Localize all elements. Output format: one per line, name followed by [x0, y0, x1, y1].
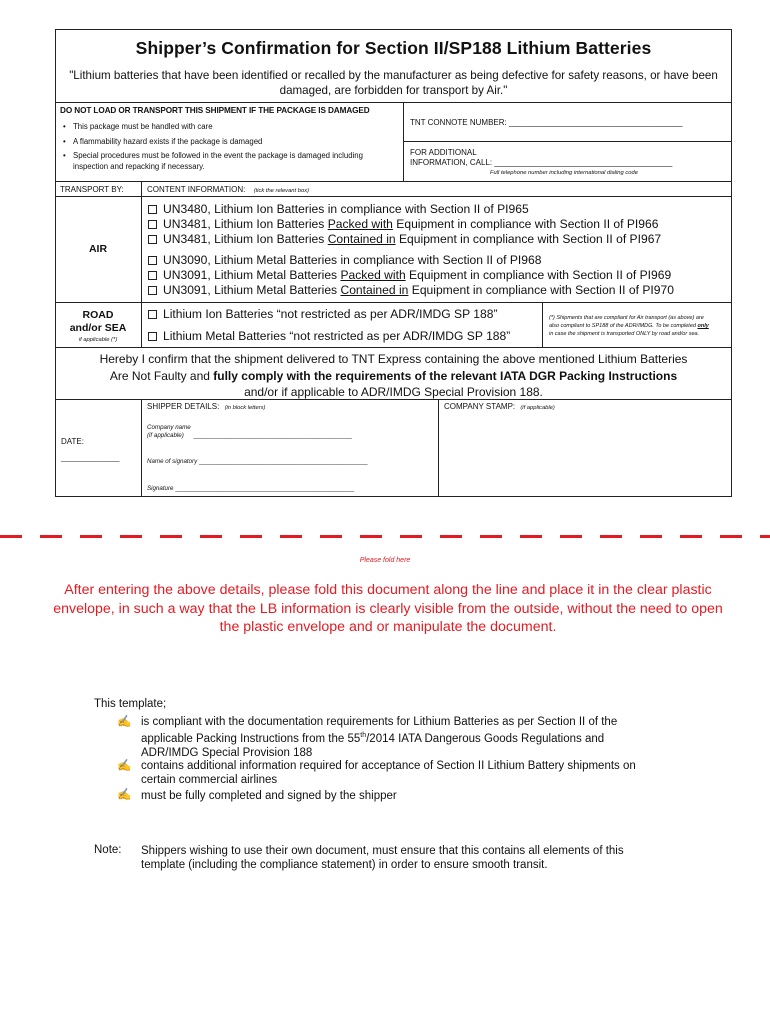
bullet-line: ADR/IMDG Special Provision 188	[141, 746, 313, 759]
shipper-details-label: SHIPPER DETAILS:	[147, 402, 220, 411]
air-option[interactable]	[148, 217, 658, 231]
bullet-text: applicable Packing Instructions from the 55	[141, 732, 361, 745]
ordinal-suffix: th	[360, 732, 367, 739]
writing-hand-icon: ✍	[117, 760, 132, 772]
road-option-text: Lithium Metal Batteries “not restricted as per ADR/IMDG SP 188”	[163, 329, 511, 343]
signature-line[interactable]: ____________________________________________________	[175, 485, 355, 492]
checkbox[interactable]	[148, 235, 157, 244]
date-label: DATE:	[61, 437, 84, 446]
shipper-details-header	[147, 402, 265, 411]
additional-info-label-2: INFORMATION, CALL:	[410, 158, 493, 167]
content-info-header	[147, 185, 309, 194]
road-note-text: also compliant to SP188 of the ADR/IMDG. To be completed	[549, 323, 698, 329]
fold-instruction: After entering the above details, please fold this document along the line and place it in the clear plastic envelope, in such a way that the LB information is clearly visible from the outside, without the need to open the plastic envelope and or manipulate the document.	[53, 582, 723, 635]
writing-hand-icon: ✍	[117, 789, 132, 801]
note-text	[141, 844, 701, 872]
checkbox[interactable]	[148, 205, 157, 214]
signatory-line[interactable]: _________________________________________________	[198, 458, 368, 465]
fold-line	[0, 535, 770, 538]
road-note-line	[549, 322, 709, 330]
confirmation-statement	[55, 351, 732, 401]
note-line: Shippers wishing to use their own document, must ensure that this contains all elements of this	[141, 845, 624, 857]
road-label: ROAD	[82, 309, 114, 321]
tnt-connote-label: TNT CONNOTE NUMBER:	[410, 118, 507, 127]
divider	[141, 399, 142, 497]
air-option-text: Equipment in compliance with Section II of PI967	[395, 232, 662, 246]
divider	[55, 102, 732, 103]
divider	[141, 181, 142, 347]
sea-label: and/or SEA	[69, 322, 127, 334]
air-option[interactable]	[148, 283, 674, 297]
shipper-hint: (in block letters)	[224, 405, 266, 411]
warning-heading: DO NOT LOAD OR TRANSPORT THIS SHIPMENT IF THE PACKAGE IS DAMAGED	[60, 106, 370, 115]
phone-line[interactable]: ________________________________________	[494, 158, 673, 167]
company-stamp-area[interactable]	[440, 414, 730, 496]
air-option-text: UN3091, Lithium Metal Batteries	[163, 283, 341, 297]
company-name-label-2: (if applicable)	[147, 432, 184, 439]
warning-item: • Special procedures must be followed in the event the package is damaged including inspection and repacking if necessary.	[60, 151, 400, 172]
air-option-text: UN3090, Lithium Metal Batteries in compliance with Section II of PI968	[163, 253, 542, 267]
bullet-line	[141, 729, 701, 746]
warning-item: • This package must be handled with care	[60, 122, 400, 133]
road-option-text: Lithium Ion Batteries “not restricted as per ADR/IMDG SP 188”	[163, 307, 498, 321]
checkbox[interactable]	[148, 271, 157, 280]
signatory-field[interactable]	[147, 458, 368, 465]
road-note-line: (*) Shipments that are compliant for Air transport (as above) are	[549, 315, 704, 321]
checkbox[interactable]	[148, 310, 157, 319]
template-bullet-3: must be fully completed and signed by the shipper	[141, 790, 397, 802]
air-option-emphasis: Packed with	[327, 217, 393, 231]
template-intro: This template;	[94, 698, 167, 710]
checkbox[interactable]	[148, 256, 157, 265]
divider	[55, 196, 732, 197]
divider	[55, 347, 732, 348]
stamp-hint: (if applicable)	[520, 405, 555, 411]
company-name-line[interactable]: ______________________________________________	[193, 432, 352, 439]
air-option-emphasis: Contained in	[340, 283, 409, 297]
confirm-line-3: and/or if applicable to ADR/IMDG Special Provision 188.	[244, 385, 543, 399]
divider	[55, 302, 732, 303]
air-option-text: Equipment in compliance with Section II of PI970	[408, 283, 674, 297]
bullet-text: /2014 IATA Dangerous Goods Regulations and	[366, 732, 605, 745]
warning-list	[60, 122, 400, 176]
air-option-text: UN3091, Lithium Metal Batteries	[163, 268, 341, 282]
note-line: template (including the compliance statement) in order to ensure smooth transit.	[141, 859, 548, 871]
air-option[interactable]	[148, 202, 529, 216]
air-option[interactable]	[148, 232, 661, 246]
air-option-emphasis: Contained in	[327, 232, 396, 246]
road-note-emphasis: only	[697, 323, 709, 329]
warning-item: • A flammability hazard exists if the package is damaged	[60, 137, 400, 148]
divider	[403, 141, 732, 142]
transport-by-label: TRANSPORT BY:	[60, 185, 124, 194]
writing-hand-icon: ✍	[117, 716, 132, 728]
air-option[interactable]	[148, 268, 671, 282]
form-title: Shipper’s Confirmation for Section II/SP188 Lithium Batteries	[135, 38, 652, 58]
tnt-connote-line[interactable]: _______________________________________	[508, 118, 683, 127]
company-name-label-1: Company name	[147, 424, 191, 431]
checkbox[interactable]	[148, 286, 157, 295]
template-bullet-2	[141, 759, 701, 787]
bullet-line: is compliant with the documentation requirements for Lithium Batteries as per Section II of the	[141, 716, 618, 728]
divider	[542, 302, 543, 347]
divider	[55, 181, 732, 182]
bullet-line: contains additional information required for acceptance of Section II Lithium Battery shipments on	[141, 760, 636, 772]
checkbox[interactable]	[148, 332, 157, 341]
confirm-bold: fully comply with the requirements of the relevant IATA DGR Packing Instructions	[213, 368, 678, 383]
road-option-li-metal[interactable]	[148, 329, 510, 343]
content-info-label: CONTENT INFORMATION:	[147, 185, 246, 194]
additional-info-field[interactable]	[410, 158, 672, 167]
air-option-text: UN3481, Lithium Ion Batteries	[163, 232, 328, 246]
confirm-text: Are Not Faulty and	[109, 368, 214, 383]
company-stamp-header	[444, 402, 555, 411]
air-option-text: UN3480, Lithium Ion Batteries in compliance with Section II of PI965	[163, 202, 529, 216]
form-subtitle: "Lithium batteries that have been identified or recalled by the manufacturer as being defective for safety reasons, or have been damaged, are forbidden for transport by Air."	[69, 69, 718, 97]
confirm-line-2	[55, 368, 732, 385]
signature-field[interactable]	[147, 485, 354, 492]
road-option-li-ion[interactable]	[148, 307, 498, 321]
air-option[interactable]	[148, 253, 541, 267]
road-sea-label	[55, 309, 141, 335]
road-applicable-hint: if applicable (*)	[78, 337, 118, 343]
company-name-field[interactable]	[147, 432, 352, 439]
road-note	[549, 314, 709, 338]
air-option-text: UN3481, Lithium Ion Batteries	[163, 217, 328, 231]
air-label: AIR	[88, 243, 108, 255]
divider	[438, 399, 439, 497]
air-option-text: Equipment in compliance with Section II of PI969	[405, 268, 672, 282]
note-label: Note:	[94, 844, 122, 856]
signatory-label: Name of signatory	[147, 458, 198, 465]
checkbox[interactable]	[148, 220, 157, 229]
signature-label: Signature	[147, 485, 174, 492]
air-option-emphasis: Packed with	[340, 268, 406, 282]
road-note-line: in case the shipment is transported ONLY by road and/or sea.	[549, 331, 700, 337]
template-bullet-1	[141, 715, 701, 760]
company-stamp-label: COMPANY STAMP:	[444, 402, 516, 411]
date-field[interactable]: _______________	[61, 455, 120, 462]
phone-hint: Full telephone number including international dialing code	[490, 170, 638, 176]
divider	[403, 102, 404, 181]
air-option-text: Equipment in compliance with Section II of PI966	[392, 217, 659, 231]
additional-info-label-1: FOR ADDITIONAL	[410, 148, 477, 157]
tnt-connote-field[interactable]	[410, 118, 683, 127]
fold-label: Please fold here	[359, 557, 411, 564]
confirm-line-1: Hereby I confirm that the shipment delivered to TNT Express containing the above mentioned Lithium Batteries	[99, 352, 688, 366]
tick-hint: (tick the relevant box)	[253, 188, 310, 194]
bullet-line: certain commercial airlines	[141, 774, 278, 786]
